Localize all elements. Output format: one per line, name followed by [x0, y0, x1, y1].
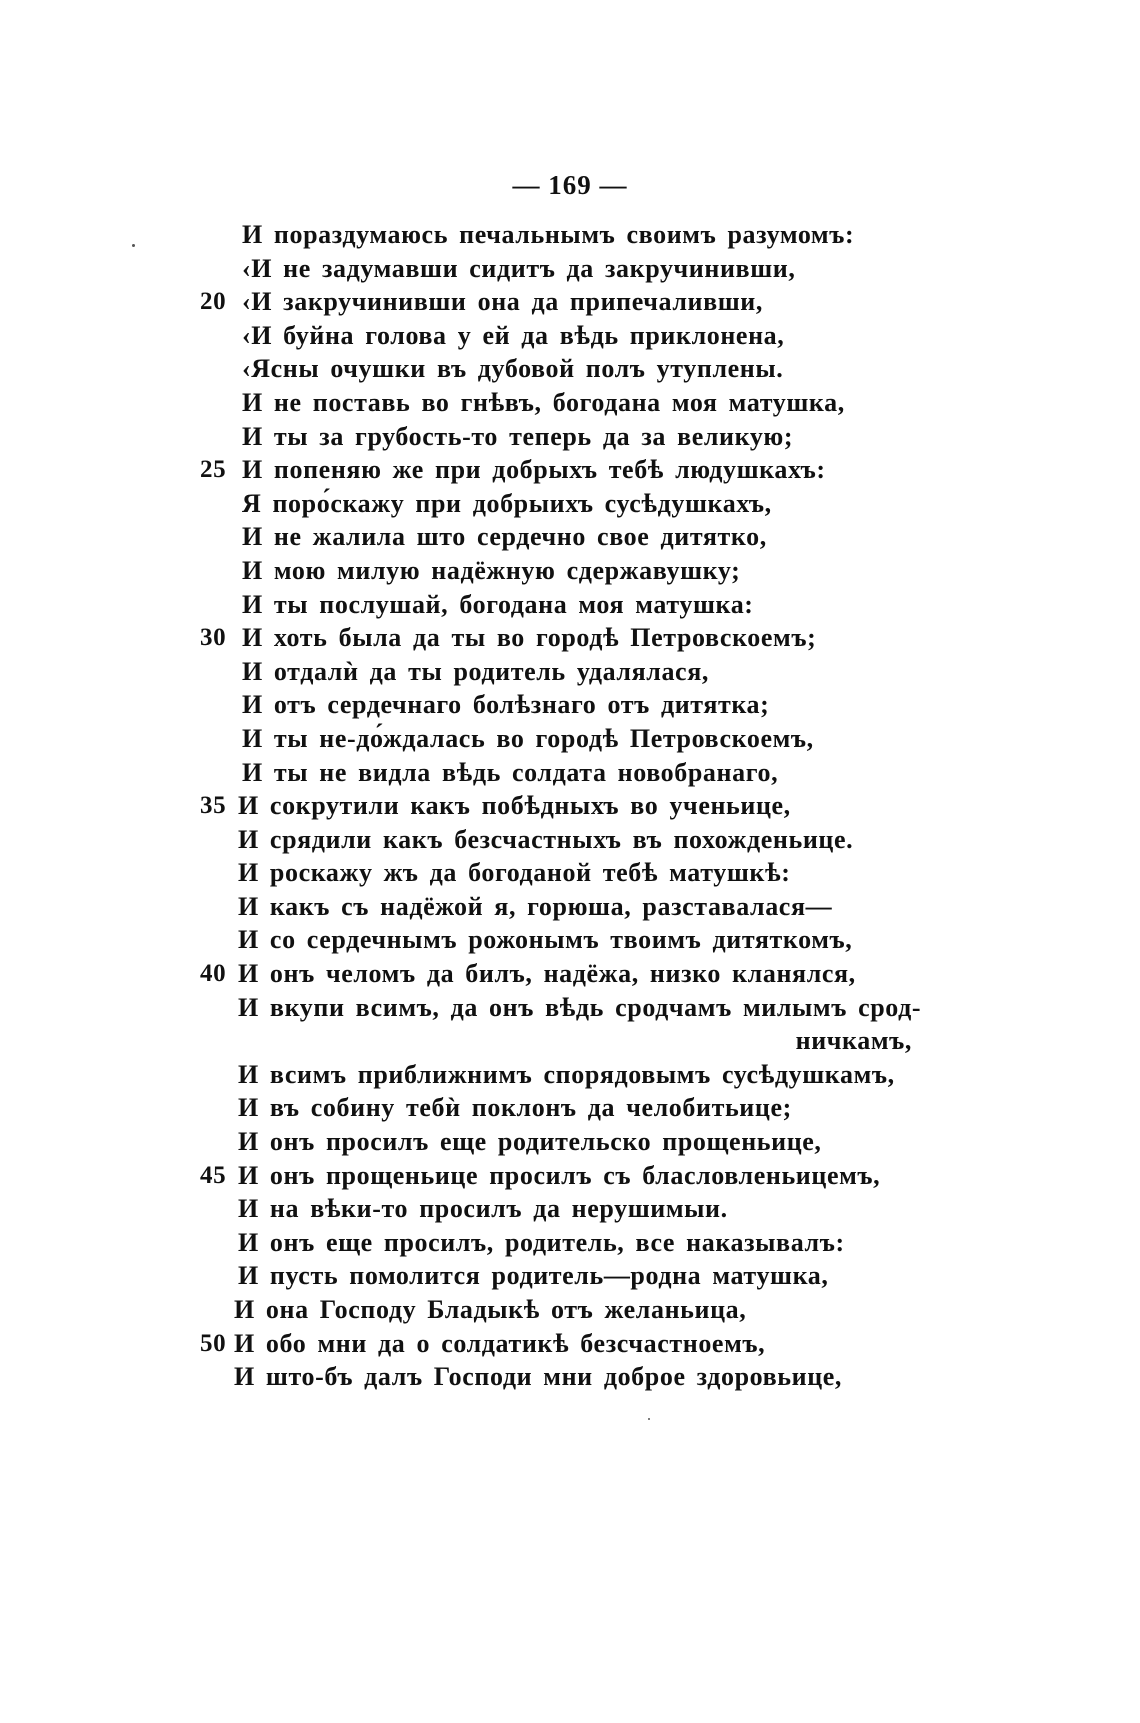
- verse-text: И сокрутили какъ побѣдныхъ во ученьице,: [238, 791, 791, 821]
- page-number: — 169 —: [512, 170, 628, 200]
- verse-line: [0, 923, 1140, 957]
- verse-line: [0, 453, 1140, 487]
- verse-line: [0, 1125, 1140, 1159]
- verse-text: И отъ сердечнаго болѣзнаго отъ дитятка;: [242, 690, 770, 720]
- poem-text: [0, 218, 1140, 1394]
- verse-line: [0, 1259, 1140, 1293]
- verse-line: [0, 856, 1140, 890]
- verse-line: [0, 722, 1140, 756]
- verse-text: ‹И не задумавши сидитъ да закручинивши,: [242, 253, 796, 283]
- verse-line: [0, 520, 1140, 554]
- verse-text: И роскажу жъ да богоданой тебѣ матушкѣ:: [238, 858, 791, 888]
- verse-line: [0, 890, 1140, 924]
- verse-line: [0, 218, 1140, 252]
- verse-text: Я поро́скажу при добрыихъ сусѣдушкахъ,: [242, 488, 772, 518]
- verse-line: [0, 1058, 1140, 1092]
- verse-line: [0, 688, 1140, 722]
- verse-line: [0, 756, 1140, 790]
- line-number: 45: [200, 1161, 227, 1189]
- verse-text: И мою милую надёжную сдержавушку;: [242, 555, 741, 585]
- verse-text: И не поставь во гнѣвъ, богодана моя матушка,: [242, 387, 845, 417]
- verse-line: [0, 252, 1140, 286]
- verse-line: [0, 1159, 1140, 1193]
- verse-text: И онъ прощеньице просилъ съ бласловленьицемъ,: [238, 1160, 881, 1190]
- verse-text: И ты не-до́ждалась во городѣ Петровскоемъ,: [242, 723, 814, 753]
- verse-line: [0, 1226, 1140, 1260]
- verse-text: ‹И буйна голова у ей да вѣдь приклонена,: [242, 320, 785, 350]
- verse-text: И не жалила што сердечно свое дитятко,: [242, 522, 767, 552]
- verse-text: И какъ съ надёжой я, горюша, разставалася—: [238, 891, 833, 921]
- verse-line: [0, 1327, 1140, 1361]
- line-number: 30: [200, 624, 227, 652]
- line-number: 20: [200, 288, 227, 316]
- verse-text: И всимъ приближнимъ спорядовымъ сусѣдушкамъ,: [238, 1059, 895, 1089]
- line-number: 35: [200, 792, 227, 820]
- verse-text: И пусть помолится родитель—родна матушка,: [238, 1261, 829, 1291]
- verse-text: И вкупи всимъ, да онъ вѣдь сродчамъ милымъ срод-: [238, 992, 922, 1022]
- verse-text: И хоть была да ты во городѣ Петровскоемъ;: [242, 623, 817, 653]
- verse-line: [0, 285, 1140, 319]
- verse-text: И што-бъ далъ Господи мни доброе здоровьице,: [234, 1362, 843, 1392]
- verse-line: [0, 823, 1140, 857]
- verse-text: И отдалѝ да ты родитель удалялася,: [242, 656, 709, 686]
- paper-speck: [648, 1418, 650, 1420]
- verse-text: И пораздумаюсь печальнымъ своимъ разумомъ:: [242, 220, 855, 249]
- hyphenated-word-continuation: ничкамъ,: [795, 1026, 912, 1056]
- verse-line: [0, 1091, 1140, 1125]
- verse-text: И ты за грубость-то теперь да за великую;: [242, 421, 794, 451]
- verse-text: И ты не видла вѣдь солдата новобранаго,: [242, 757, 779, 787]
- verse-line: [0, 588, 1140, 622]
- verse-line: [0, 621, 1140, 655]
- verse-line: [0, 1360, 1140, 1394]
- verse-line: [0, 1293, 1140, 1327]
- verse-line: [0, 319, 1140, 353]
- verse-line: [0, 1192, 1140, 1226]
- verse-text: И онъ челомъ да билъ, надёжа, низко кланялся,: [238, 959, 856, 989]
- verse-line: [0, 487, 1140, 521]
- verse-continuation-line: [0, 1024, 1140, 1058]
- verse-text: И попеняю же при добрыхъ тебѣ людушкахъ:: [242, 455, 826, 485]
- verse-text: И на вѣки-то просилъ да нерушимыи.: [238, 1194, 728, 1224]
- verse-line: [0, 655, 1140, 689]
- verse-text: И она Господу Бладыкѣ отъ желаньица,: [234, 1295, 747, 1324]
- verse-text: И со сердечнымъ рожонымъ твоимъ дитяткомъ,: [238, 925, 853, 955]
- line-number: 25: [200, 456, 227, 484]
- verse-text: И обо мни да о солдатикѣ безсчастноемъ,: [234, 1328, 766, 1358]
- verse-text: ‹И закручинивши она да припечаливши,: [242, 287, 763, 317]
- verse-line: [0, 352, 1140, 386]
- verse-line: [0, 554, 1140, 588]
- verse-line: [0, 789, 1140, 823]
- verse-text: ‹Ясны очушки въ дубовой полъ утуплены.: [242, 354, 784, 384]
- line-number: 40: [200, 960, 227, 988]
- line-number: 50: [200, 1329, 227, 1357]
- verse-text: И въ собину тебѝ поклонъ да челобитьице;: [238, 1093, 792, 1123]
- verse-text: И онъ еще просилъ, родитель, все наказывалъ:: [238, 1227, 845, 1257]
- verse-line: [0, 991, 1140, 1025]
- verse-line: [0, 420, 1140, 454]
- verse-text: И онъ просилъ еще родительско прощеньице,: [238, 1127, 822, 1157]
- verse-line: [0, 957, 1140, 991]
- paper-speck: [132, 244, 135, 247]
- verse-line: [0, 386, 1140, 420]
- verse-text: И ты послушай, богодана моя матушка:: [242, 589, 754, 619]
- verse-text: И срядили какъ безсчастныхъ въ похожденьице.: [238, 824, 854, 854]
